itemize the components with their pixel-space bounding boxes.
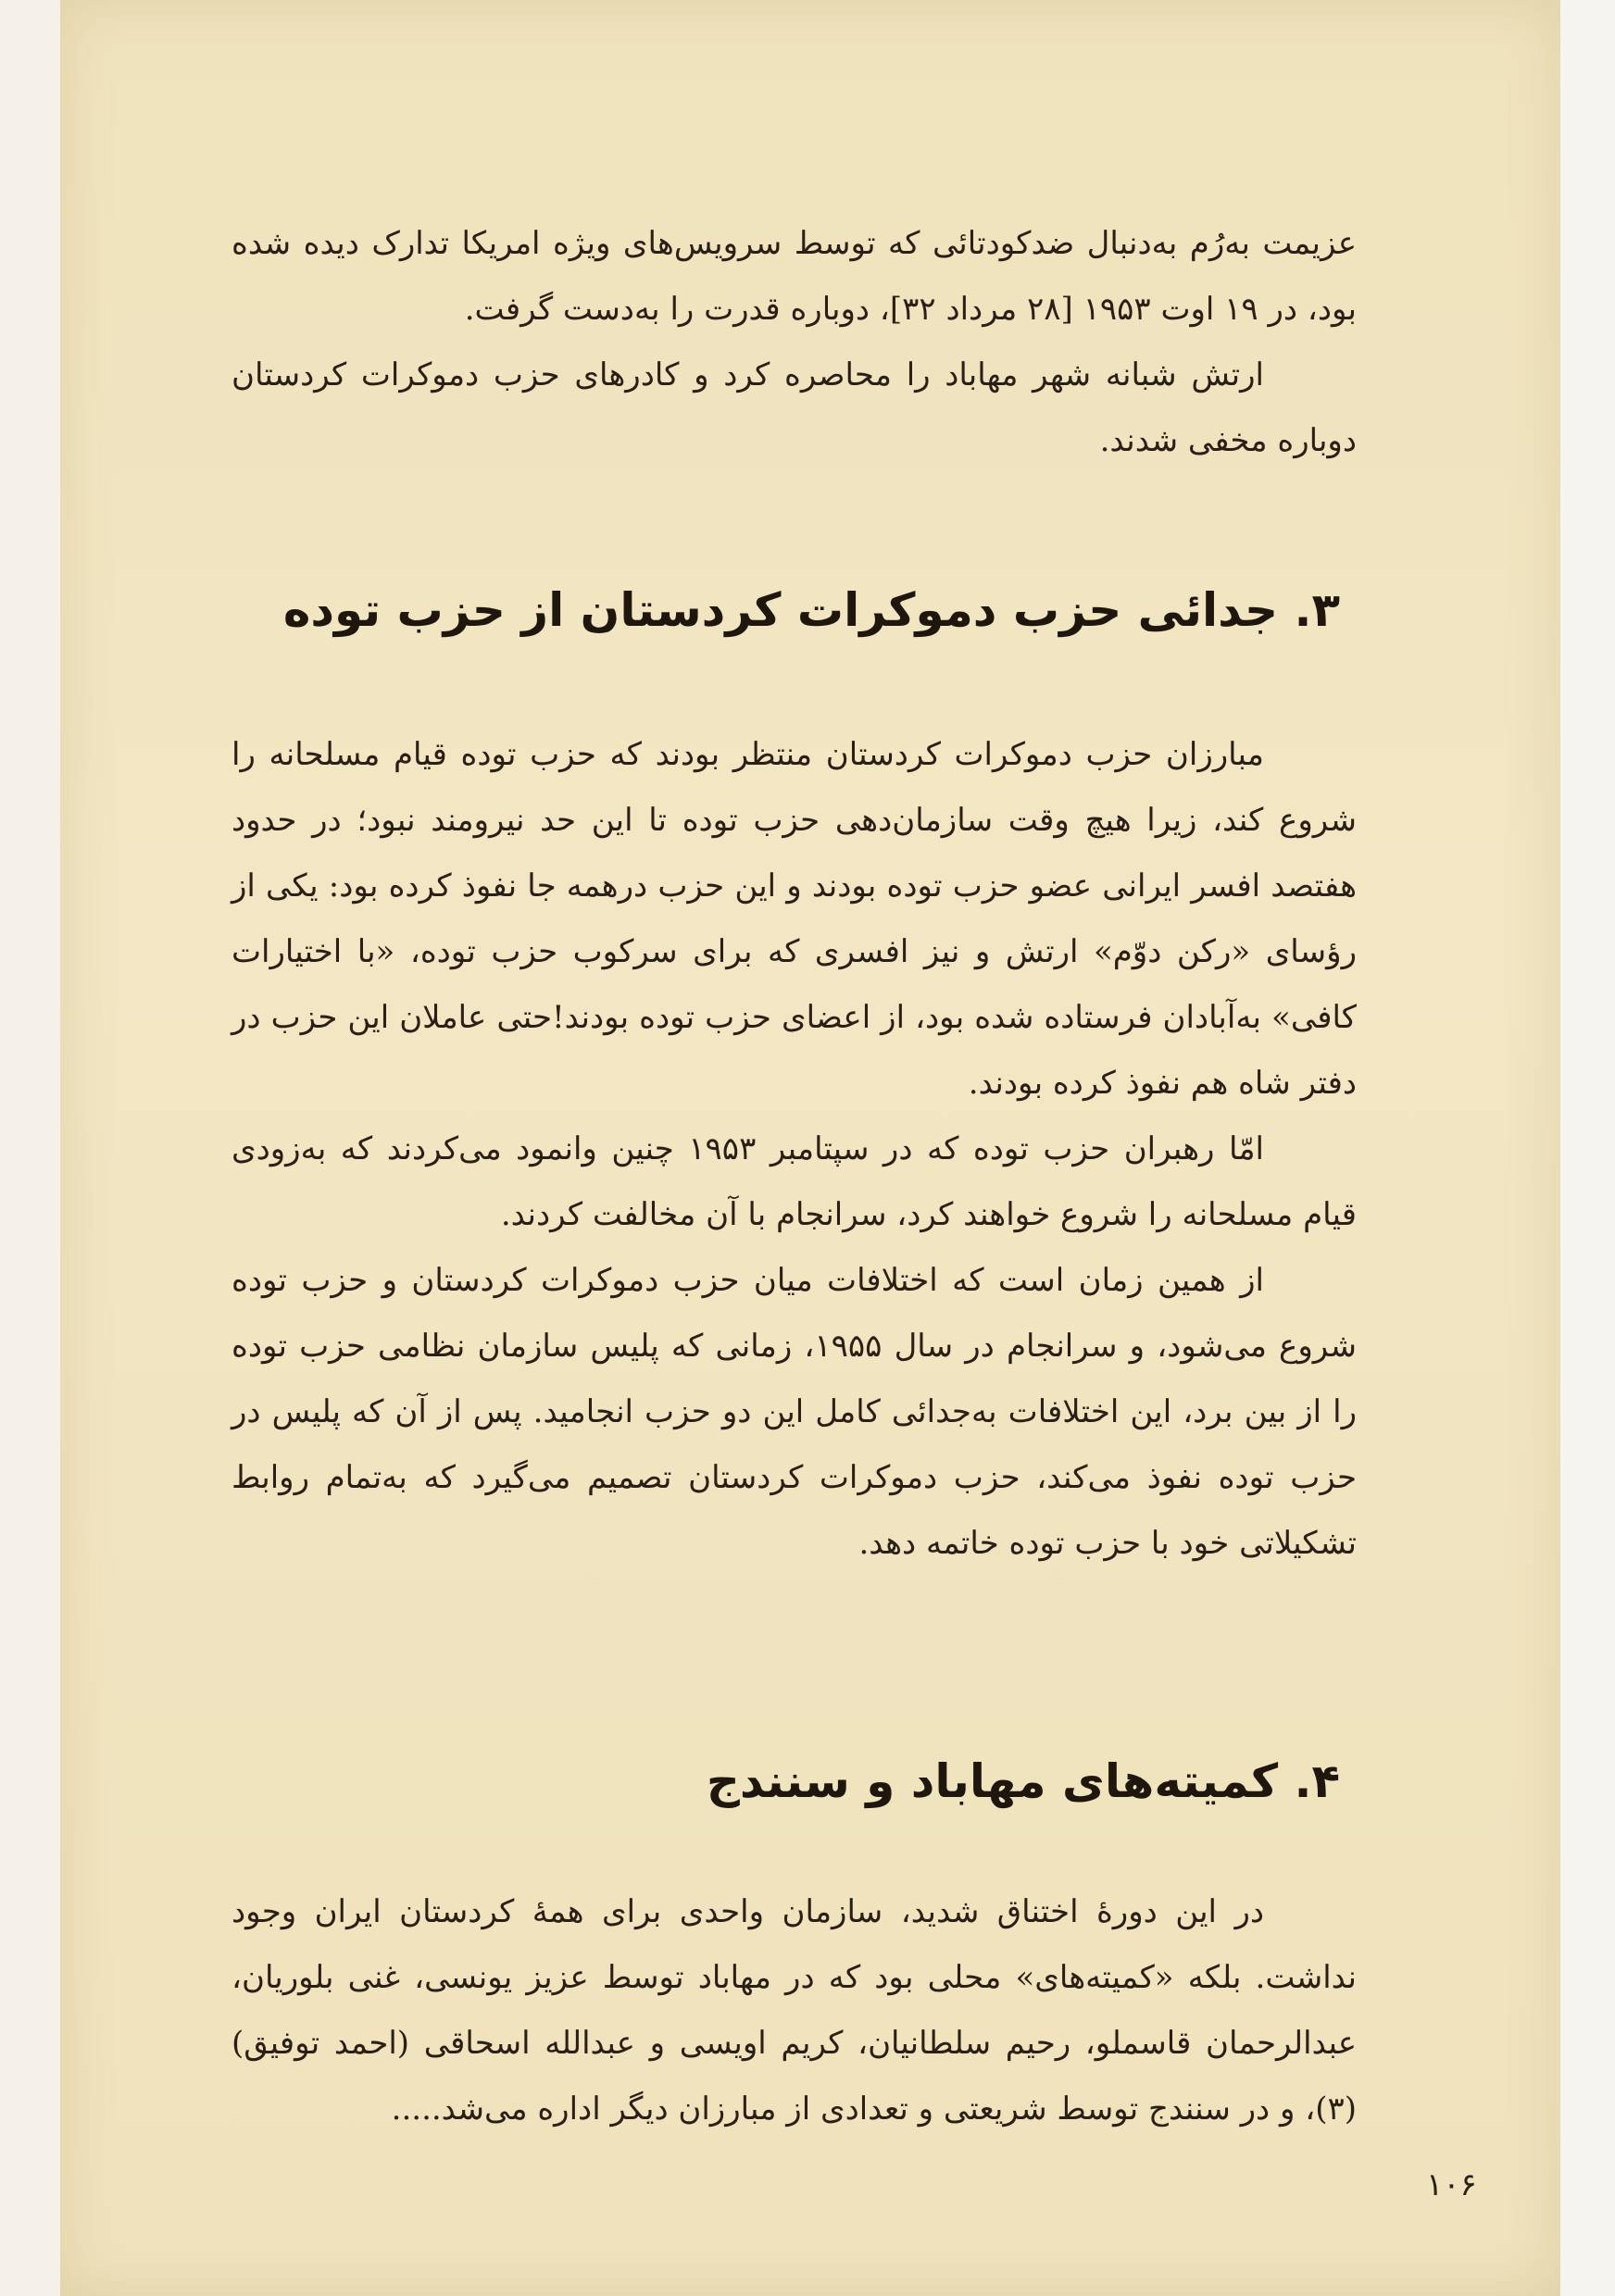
section-4-text-block	[232, 1879, 1357, 2142]
section-3-text-block	[232, 722, 1357, 1577]
section-4-paragraph-1: در این دورهٔ اختناق شدید، سازمان واحدی برای همهٔ کردستان ایران وجود نداشت. بلکه «کمیته‌های» محلی بود که در مهاباد توسط عزیز یونسی، غنی بلوریان، عبدالرحمان قاسملو، رحیم سلطانیان، کریم اویسی و عبدالله اسحاقی (احمد توفیق)(۳)، و در سنندج توسط شریعتی و تعدادی از مبارزان دیگر اداره می‌شد.....	[232, 1893, 1357, 2128]
section-3-paragraph-3: از همین زمان است که اختلافات میان حزب دموکرات کردستان و حزب توده شروع می‌شود، و سرانجام در سال ۱۹۵۵، زمانی که پلیس سازمان نظامی حزب توده را از بین برد، این اختلافات به‌جدائی کامل این دو حزب انجامید. پس از آن که پلیس در حزب توده نفوذ می‌کند، حزب دموکرات کردستان تصمیم می‌گیرد که به‌تمام روابط تشکیلاتی خود با حزب توده خاتمه دهد.	[232, 1262, 1358, 1562]
page-number: ۱۰۶	[1426, 2166, 1477, 2203]
intro-text-block	[232, 211, 1357, 474]
section-3-heading: ۳. جدائی حزب دموکرات کردستان از حزب توده	[282, 583, 1340, 637]
section-4-heading: ۴. کمیته‌های مهاباد و سنندج	[706, 1754, 1340, 1808]
scan-margin	[1560, 0, 1615, 2296]
paragraph-intro-1: عزیمت به‌رُم به‌دنبال ضدکودتائی که توسط سرویس‌های ویژه امریکا تدارک دیده شده بود، در ۱۹ اوت ۱۹۵۳ [۲۸ مرداد ۳۲]، دوباره قدرت را به‌دست گرفت.	[232, 225, 1357, 328]
paragraph-intro-2: ارتش شبانه شهر مهاباد را محاصره کرد و کادرهای حزب دموکرات کردستان دوباره مخفی شدند.	[232, 356, 1357, 459]
section-3-paragraph-2: امّا رهبران حزب توده که در سپتامبر ۱۹۵۳ چنین وانمود می‌کردند که به‌زودی قیام مسلحانه را شروع خواهند کرد، سرانجام با آن مخالفت کردند.	[232, 1130, 1357, 1233]
section-3-paragraph-1: مبارزان حزب دموکرات کردستان منتظر بودند که حزب توده قیام مسلحانه را شروع کند، زیرا هیچ وقت سازمان‌دهی حزب توده تا این حد نیرومند نبود؛ در حدود هفتصد افسر ایرانی عضو حزب توده بودند و این حزب درهمه جا نفوذ کرده بود: یکی از رؤسای «رکن دوّم» ارتش و نیز افسری که برای سرکوب حزب توده، «با اختیارات کافی» به‌آبادان فرستاده شده بود، از اعضای حزب توده بودند!حتی عاملان این حزب در دفتر شاه هم نفوذ کرده بودند.	[232, 736, 1357, 1102]
